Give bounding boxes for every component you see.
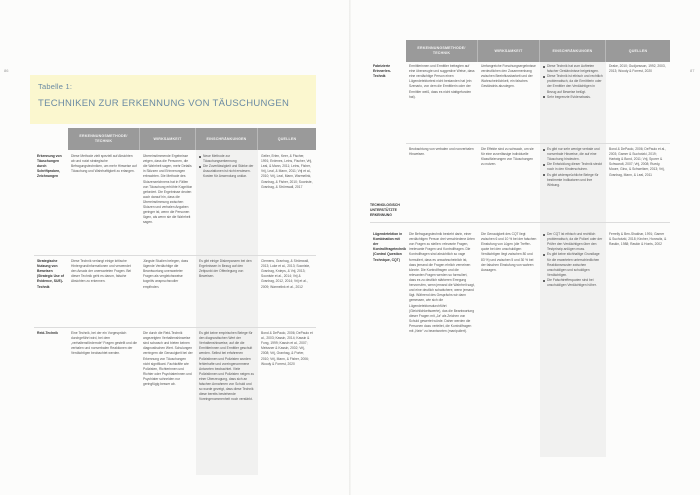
col-header-limits: EINSCHRÄNKUNGEN (196, 128, 258, 150)
row-limits (196, 154, 258, 226)
left-row-1 (34, 154, 316, 226)
col-header-limits: EINSCHRÄNKUNGEN (540, 40, 606, 62)
limit-item: Neue Methode zur Täuschungserkennung (199, 154, 255, 164)
limit-item: Die Falschtrefferquoten sind bei unschuldigen Verdächtigen höher. (543, 278, 603, 288)
row-effect: Die Effekte sind zu schwach, um sie für eine zuverlässige individuelle Klassifizierungen von Täuschungen zu nutzen. (481, 147, 534, 167)
row-label: Lügendetektion in Kombination mit der Kontrollfragetechnik (Control Question Technique, CQT) (373, 232, 407, 262)
col-header-sources: QUELLEN (277, 136, 297, 141)
row-effect: Umfangreiche Forschungsergebnisse verdeutlichen den Zusammenhang zwischen Beeinflussbarkeit und der Wahrscheinlichkeit, ein falsches Geständnis abzulegen. (481, 64, 536, 89)
row-limits (540, 147, 606, 188)
limit-item: Sehr begrenzte Evidenzbasis. (543, 95, 603, 100)
row-label: Fabrizierte Erinnerlen-Technik (373, 64, 391, 79)
row-label: Erkennung von Täuschungen durch Schriftproben, Zeichnungen (37, 154, 62, 179)
row-effect: Die Genauigkeit des CQT liegt zwischen 6 und 10 % bei der falschen Einstufung von Lügen (die Treffer-quote bei den unschuldigen Verdächtigen liegt zwischen 80 und 83 %) und zwischen 5 und 30 % bei der falschen Einstufung von wahren Aussagen. (481, 232, 537, 272)
left-row-2 (34, 259, 316, 290)
row-sources: Clemens, Granhag, & Strömwall, 2013; Luke et al., 2013; Sooniste, Granhag, Knieps, & Vrij, 2013; Sooniste et al., 2014; Vrij & Granhag, 2012, 2014; Vrij et al., 2009; Warmelink et al., 2012 (261, 259, 311, 289)
page-number-right: 87 (690, 68, 695, 73)
row-sources: Geiler, Erlen, Keer, & Fischer, 1991; Erdenes, Leins, Fischer, Vrij, Leal, & Mann, 2011; Leins, Fisher, Vrij, Leal, & Mann, 2011; Vrij et al., 2010; Vrij, Leal, Mann, Warmelink, Granhag, & Fisher, 2010; Sooniste, Granhag, & Strömwall, 2017 (261, 154, 313, 189)
left-row-3 (34, 331, 316, 403)
row-limits (196, 259, 258, 290)
limit-item: Es gibt keine empirischen Belege für den diagnostischen Wert der Verhaltenshinweise, auf die die Ermittlerinnen und Ermittler geschult werden. Selbst bei erfahrenen Polizistinnen und Polizisten wurden fehlerhafte und voreingenommene Antworten beobachtet. Viele Polizistinnen und Polizisten neigen zu einer Überzeugung, dass sich an falschen Annahmen von Schuld und so wurde gezeigt, dass diese Technik diese bereits bestehende Voreingenommenheit noch verstärkt. (199, 331, 255, 402)
page-gutter (349, 0, 351, 495)
row-sources: Bond & DePaulo, 2006; DePaulo et al., 2003; Kassin, 2014; Kassin & Fong, 1999; Kassin et al., 2007; Meissner & Kassin, 2002; Vrij, 2008; Vrij, Granhag, & Porter, 2010; Vrij, Mann, & Fisher, 2006; Woody & Forrest, 2020 (261, 331, 313, 366)
col-header-effect: WIRKSAMKEIT (478, 40, 540, 62)
row-effect: Übereinstimmende Ergebnisse zeigen, dass die Personen, die die Wahrheit sagen, mehr Details in Skizzen und Erinnerungen erbrachten. Die Methode des Skizzenzeichnens hat in Fällen von Täuschung erhöhte Kognition gefordert. Die Ergebnisse deuten auch darauf hin, dass die Übereinstimmung zwischen Skizzen und verbalen Angaben geringer ist, wenn die Personen lügen, als wenn sie die Wahrheit sagen. (143, 154, 193, 225)
row-method: Diese Technik verlangt einige kritische Hintergrundinformationen und verwendet den Ansatz der unerwarteten Fragen. Bei dieser Technik geht es darum, falsche Absichten zu erkennen. (71, 259, 132, 284)
limit-item: Die Zuverlässigkeit und Stärke der Assoziationen ist nicht erwiesen. Kosten für Anwendung unklar. (199, 164, 255, 179)
col-header-effect: WIRKSAMKEIT (140, 128, 196, 150)
limit-item: Es gibt einige Diskrepanzen bei den Ergebnissen in Bezug auf den Zeitpunkt der Offenlegung von Beweisen. (199, 259, 252, 279)
page-number-left: 86 (4, 68, 9, 73)
limit-item: Es gibt nur sehr wenige verbale und nonverbale Hinweise, die auf eine Täuschung hindeuten. (543, 147, 603, 162)
row-method: Diese Methode zielt speziell auf Absichten ab und nutzt strategische Befragungstechniken, um mehr Hinweise auf Täuschung und Wahrhaftigkeit zu erlangen. (71, 154, 137, 174)
row-limits (540, 64, 606, 100)
table-label: Tabelle 1: (38, 82, 73, 91)
col-header-method: ERKENNUNGSMETHODE/ TECHNIK (406, 40, 478, 62)
col-header-method: ERKENNUNGSMETHODE/ TECHNIK (68, 128, 140, 150)
row-divider (34, 327, 316, 328)
limit-item: Diese Technik ist ethisch und rechtlich problematisch, da die Ermittlerin oder der Ermittler den Verdächtigen in Bezug auf Beweise belügt. (543, 74, 603, 94)
category-label: TECHNOLOGISCH UNTERSTÜTZTE ERKENNUNG (370, 203, 400, 218)
row-effect: Die durch die Reid-Technik angezeigten Verhaltenshinweise sind schwach und bieten keinen diagnostischen Wert. Schulungen verringern die Genauigkeit bei der Erkennung von Täuschungen nicht signifikant. Fachkräfte wie Polizisten, Richterinnen und Richter oder Psychiaterinnen und Psychiater schneiden nur geringfügig besser ab. (143, 331, 193, 387)
row-method: Die Befragungstechnik besteht darin, einer verdächtigen Person drei verschiedene Arten von Fragen zu stellen: relevante Fragen, irrelevante Fragen und Kontrollfragen. Die Kontrollfragen sind absichtlich so vage formuliert, dass es unwahrscheinlich ist, dass jemand die Fragen ehrlich verneinen könnte. Die Kontrollfragen und die relevanten Fragen werden so formuliert, dass es zu deutlich stärkeren Erregung hervorrufen, wenn jemand die Wahrheit sagt, und eine deutlich schwächere, wenn jemand lügt. Während des Gesprächs wir dann gemessen, wie sich die Lügendetektorsdurchführt (Gleichlichkeitswerte), das die Beantwortung dieser Fragen mit „Ja“ als Zeichen von Schuld gewertet würde. Daher werden die Personen dazu verleitet, die Kontrollfragen mit „Nein“ zu beantworten (manipuliert). (409, 232, 475, 334)
limit-item: Diese Technik hat zum Auftreten falscher Geständnisse beigetragen. (543, 64, 603, 74)
row-limits (540, 232, 606, 334)
right-row-2 (370, 147, 670, 188)
limit-item: Es gibt keine stichhaltige Grundlage für die erwarteten unterschiedlichen Reaktionsmuster zwischen unschuldigen und schuldigen Verdächtigen. (543, 252, 603, 278)
row-limits (196, 331, 258, 403)
right-row-3 (370, 232, 670, 334)
row-divider (406, 143, 670, 144)
row-divider (34, 255, 316, 256)
limit-item: Es gibt widersprüchliche Belege für bestimmte Indikatoren und ihre Wirkung. (543, 173, 603, 188)
limit-item: Die Entwicklung dieser Technik steckt noch in den Kinderschuhen. (543, 162, 603, 172)
row-sources: Ferrelly & Ben-Shakhar, 1991; Gamer & Suchotzki, 2018; Kircher, Horowitz, & Raskin, 1988; Raskin & Honts, 2002 (609, 232, 667, 247)
row-method: Beobachtung von verbalen und nonverbalen Hinweisen. (409, 147, 474, 157)
row-sources: Bond & DePaulo, 2006; DePaulo et al., 2003; Gamer & Suchotzki, 2019; Hartwig & Bond, 2011; Vrij, Sporer & Schwandt, 2007; Vrij, 2008; Ruedy, Moore, Gino, & Schweitzer, 2013; Vrij, Granhag, Mann, & Leal, 2011 (609, 147, 667, 177)
right-table-header (406, 40, 670, 62)
row-label: Reid-Technik (37, 331, 59, 335)
row-effect: Jüngste Studien belegen, dass lügende Verdächtige die Beantwortung unerwarteter Fragen als vergleichsweise kognitiv anspruchsvoller empfinden. (143, 259, 189, 289)
limit-item: Der CQT ist ethisch und rechtlich problematisch, da die Polizei oder der Prüfer den Verdächtigen über den Testprinzip anlügen muss. (543, 232, 603, 252)
row-label: Strategische Nutzung von Beweisen (Strategic Use of Evidence, SUE)-Technik (37, 259, 64, 289)
right-row-1 (370, 64, 670, 100)
left-table-header (68, 128, 316, 150)
row-label (370, 147, 406, 188)
row-divider (370, 222, 670, 223)
col-header-sources: QUELLEN (628, 48, 648, 53)
row-sources: Drake, 2010; Gudjonsson, 1992, 2003, 2013; Woody & Forrest, 2020 (609, 64, 666, 74)
table-title-box (30, 75, 316, 124)
row-method: Eine Technik, bei der ein Vorgespräch durchgeführt wird, bei dem „verhaltensfördernde“ Fragen gestellt und die verbalen und nonverbalen Reaktionen der Verdächtigen beobachtet werden. (71, 331, 137, 356)
row-method: Ermittlerinnen und Ermittler befragten auf eine überzeugte und suggestive Weise, dass eine verdächtige Person einen Lügendetektortest nicht bestanden hat (ein Szenario, von dem die Ermittlerin oder der Ermittler weiß, dass es nicht stattgefunden hat). (409, 64, 475, 99)
table-heading: TECHNIKEN ZUR ERKENNUNG VON TÄUSCHUNGEN (38, 98, 290, 109)
